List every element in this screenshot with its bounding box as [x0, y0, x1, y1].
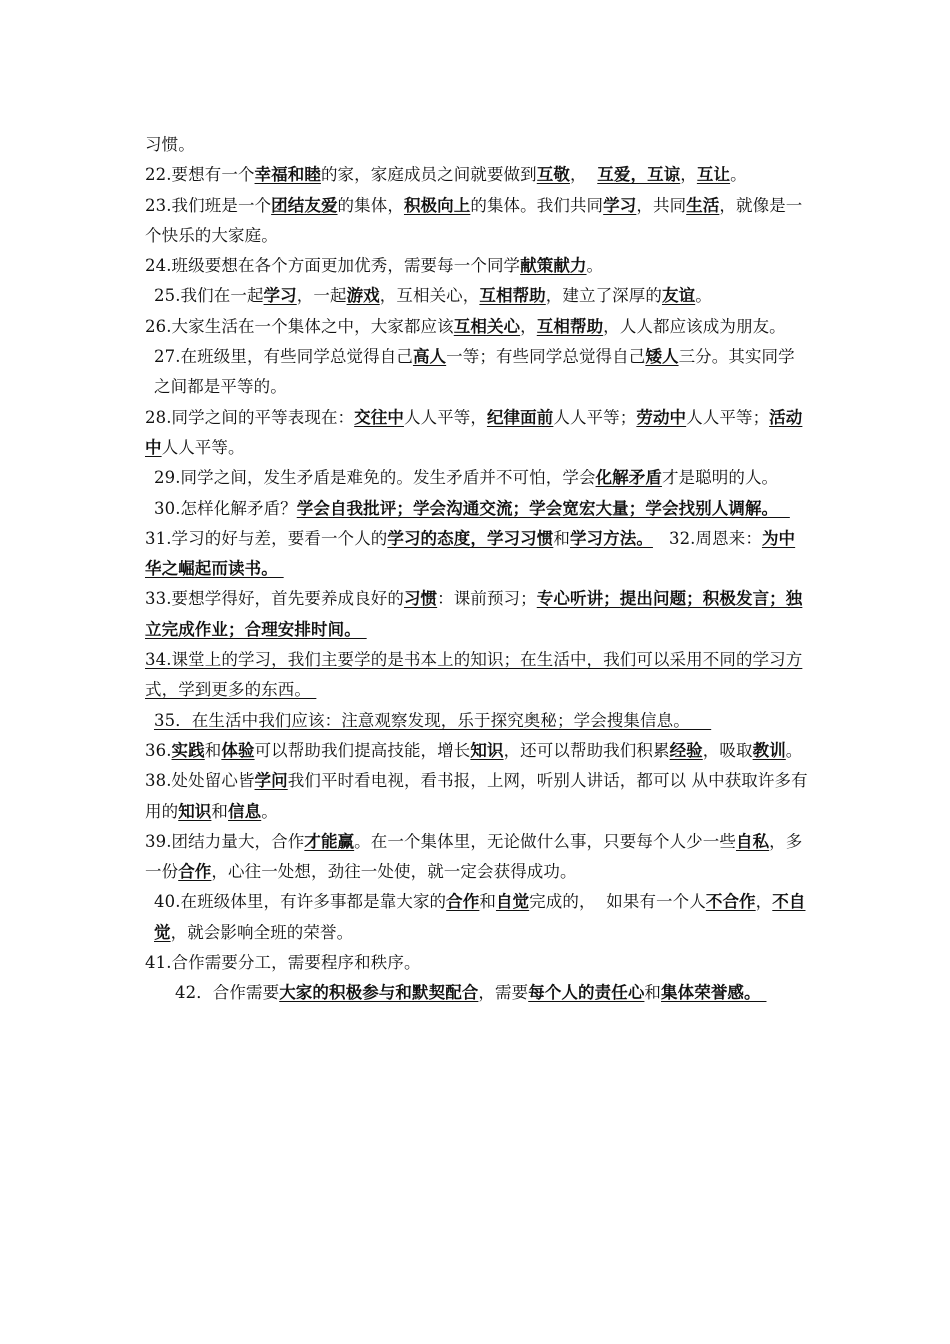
emphasized-text: 教训: [752, 740, 786, 760]
text-run: 的集体。我们共同: [470, 195, 604, 215]
emphasized-text: 知识: [470, 740, 504, 760]
text-run: 39.团结力量大，合作: [145, 831, 305, 851]
text-run: ，需要: [478, 983, 529, 1003]
paragraph: [145, 312, 810, 342]
emphasized-text: 实践: [171, 740, 205, 760]
text-run: 29.同学之间，发生矛盾是难免的。发生矛盾并不可怕，学会: [154, 468, 596, 488]
text-run: ，: [680, 165, 697, 185]
text-run: 。在一个集体里，无论做什么事，只要每个人少一些: [354, 831, 736, 851]
emphasized-text: 集体荣誉感。: [661, 983, 767, 1003]
text-run: 的家，家庭成员之间就要做到: [320, 165, 537, 185]
text-run: 完成的， 如果有一个人: [529, 892, 706, 912]
emphasized-text: 积极向上: [403, 195, 471, 215]
text-run: 。: [785, 740, 803, 760]
emphasized-text: 团结友爱: [271, 195, 338, 215]
text-run: 三分。其实同学之间都是平等的。: [154, 347, 795, 397]
text-run: 。: [261, 801, 278, 821]
text-run: 25.我们在一起: [154, 286, 264, 306]
paragraph: [145, 251, 810, 281]
emphasized-text: 纪律面前: [486, 407, 554, 427]
text-run: 41.合作需要分工，需要程序和秩序。: [145, 953, 421, 973]
document-body: [145, 130, 810, 1009]
emphasized-text: 互敬: [536, 165, 570, 185]
emphasized-text: 互爱，互谅: [597, 165, 681, 185]
text-run: 42．合作需要: [175, 983, 280, 1003]
emphasized-text: 为中华之崛起而读书。: [145, 528, 796, 579]
emphasized-text: 交往中: [354, 407, 404, 427]
text-run: 和: [644, 983, 662, 1003]
emphasized-text: 专心听讲；提出问题；积极发言；独立完成作业；合理安排时间。: [145, 589, 803, 639]
text-run: 28.同学之间的平等表现在：: [145, 407, 355, 427]
text-run: ，多一份: [145, 831, 803, 882]
text-run: 的集体，: [337, 195, 404, 215]
text-run: 。: [586, 256, 604, 276]
emphasized-text: 学会自我批评；学会沟通交流；学会宽宏大量；学会找别人调解。: [296, 498, 790, 518]
paragraph: [145, 463, 810, 493]
text-run: 31.学习的好与差，要看一个人的: [145, 528, 388, 548]
emphasized-text: 习惯: [403, 589, 438, 609]
emphasized-text: 互相关心: [453, 316, 521, 336]
text-run: 人人平等，: [403, 407, 487, 427]
emphasized-text: 不合作: [705, 892, 756, 912]
text-run: ，: [755, 892, 773, 912]
emphasized-text: 学习的态度，学习习惯: [387, 528, 554, 548]
emphasized-text: 信息: [228, 801, 262, 821]
text-run: 26.大家生活在一个集体之中，大家都应该: [145, 316, 454, 336]
paragraph: [145, 827, 810, 888]
text-run: 习惯。: [145, 135, 195, 154]
text-run: 。: [730, 165, 747, 185]
emphasized-text: 矮人: [645, 347, 679, 367]
text-run: 可以帮助我们提高技能，增长: [254, 740, 471, 760]
emphasized-text: 学问: [254, 771, 288, 791]
text-run: 人人平等；: [686, 407, 770, 427]
text-run: 和: [479, 892, 496, 912]
emphasized-text: 献策献力: [520, 256, 587, 276]
paragraph: [145, 191, 810, 252]
paragraph: [145, 645, 810, 706]
paragraph: [145, 584, 810, 645]
text-run: 和: [553, 528, 570, 548]
emphasized-text: 大家的积极参与和默契配合: [279, 983, 479, 1003]
text-run: ，: [569, 165, 598, 185]
text-run: ，心往一处想，劲往一处使，就一定会获得成功。: [211, 862, 577, 882]
emphasized-text: 34.课堂上的学习，我们主要学的是书本上的知识；在生活中，我们可以采用不同的学习方式，学到更多的东西。: [145, 650, 803, 700]
emphasized-text: 劳动中: [636, 407, 687, 427]
emphasized-text: 互相帮助: [479, 286, 546, 306]
emphasized-text: 活动中: [145, 407, 803, 457]
text-run: 才是聪明的人。: [661, 468, 779, 488]
emphasized-text: 学习: [603, 195, 637, 215]
text-run: ，互相关心，: [379, 286, 480, 306]
text-run: 33.要想学得好，首先要养成良好的: [145, 589, 404, 609]
emphasized-text: 生活: [686, 195, 720, 215]
text-run: 人人平等；: [553, 407, 637, 427]
paragraph: [145, 524, 810, 585]
emphasized-text: 自私: [735, 831, 770, 851]
paragraph: [145, 342, 810, 403]
text-run: ，人人都应该成为朋友。: [603, 316, 786, 336]
emphasized-text: 高人: [412, 347, 447, 367]
emphasized-text: 学习: [263, 286, 297, 306]
paragraph: [145, 281, 810, 311]
emphasized-text: 才能赢: [304, 831, 355, 851]
paragraph: [145, 736, 810, 766]
text-run: 一等；有些同学总觉得自己: [446, 347, 646, 367]
text-run: 我们平时看电视，看书报，上网，听别人讲话，都可以 从中获取许多有用的: [145, 771, 808, 821]
text-run: 23.我们班是一个: [145, 195, 272, 215]
emphasized-text: 合作: [178, 862, 212, 882]
text-run: ，还可以帮助我们积累: [503, 740, 670, 760]
emphasized-text: 体验: [221, 740, 255, 760]
text-run: 和: [211, 801, 229, 821]
paragraph: [145, 706, 810, 736]
paragraph: [145, 978, 810, 1008]
text-run: 32.周恩来：: [652, 528, 762, 548]
emphasized-text: 化解矛盾: [595, 468, 662, 488]
emphasized-text: 知识: [178, 801, 212, 821]
text-run: 人人平等。: [161, 437, 245, 457]
text-run: 27.在班级里，有些同学总觉得自己: [154, 347, 413, 367]
text-run: ，一起: [296, 286, 347, 306]
paragraph: [145, 766, 810, 827]
text-run: ，共同: [636, 195, 687, 215]
paragraph: [145, 948, 810, 978]
text-run: 和: [204, 740, 222, 760]
emphasized-text: 每个人的责任心: [528, 983, 645, 1003]
emphasized-text: 互让: [696, 165, 731, 185]
paragraph: [145, 160, 810, 190]
text-run: 22.要想有一个: [145, 165, 255, 185]
emphasized-text: 合作: [446, 892, 480, 912]
text-run: ，: [520, 316, 537, 336]
text-run: 。: [695, 286, 712, 306]
paragraph: [145, 403, 810, 464]
text-run: 38.处处留心皆: [145, 771, 255, 791]
emphasized-text: 友谊: [661, 286, 696, 306]
emphasized-text: 游戏: [346, 286, 380, 306]
text-run: 40.在班级体里，有许多事都是靠大家的: [154, 892, 447, 912]
emphasized-text: 不自觉: [154, 892, 806, 942]
paragraph: [145, 887, 810, 948]
text-run: ，吸取: [702, 740, 753, 760]
emphasized-text: 35．在生活中我们应该：注意观察发现，乐于探究奥秘；学会搜集信息。: [154, 710, 712, 730]
paragraph: [145, 494, 810, 524]
emphasized-text: 互相帮助: [536, 316, 604, 336]
text-run: ，就像是一个快乐的大家庭。: [145, 195, 803, 245]
text-run: 24.班级要想在各个方面更加优秀，需要每一个同学: [145, 256, 521, 276]
text-run: ：课前预习；: [437, 589, 537, 609]
text-run: 36.: [145, 740, 172, 760]
text-run: 30.怎样化解矛盾？: [154, 498, 297, 518]
text-run: ，就会影响全班的荣誉。: [170, 922, 354, 942]
emphasized-text: 自觉: [495, 892, 530, 912]
text-run: ，建立了深厚的: [545, 286, 662, 306]
emphasized-text: 学习方法。: [569, 528, 653, 548]
paragraph: [145, 130, 810, 160]
emphasized-text: 幸福和睦: [254, 165, 321, 185]
emphasized-text: 经验: [669, 740, 703, 760]
